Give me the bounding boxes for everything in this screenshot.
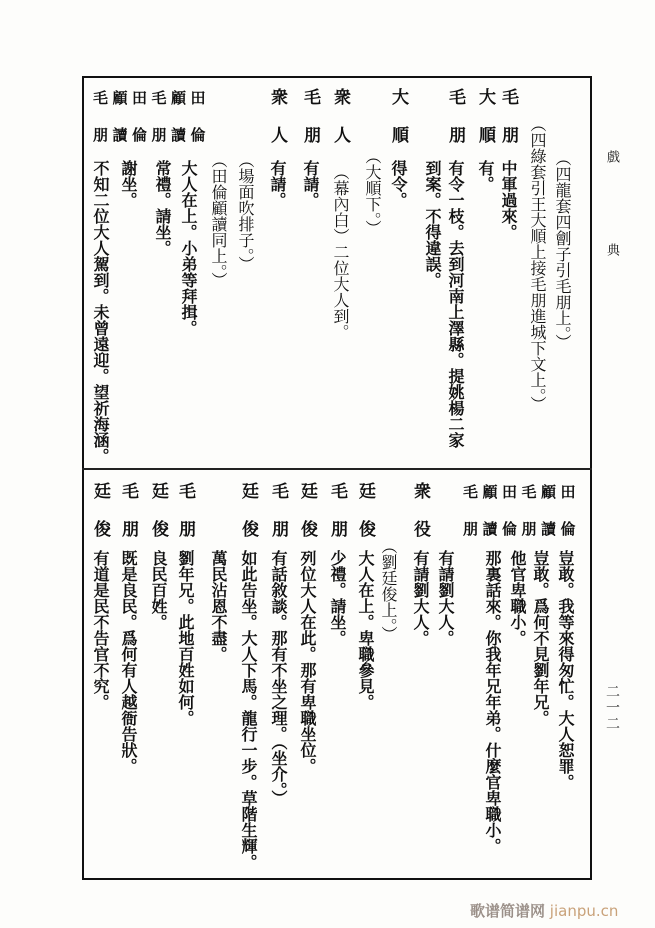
speaker-group-name: 顧讀 (169, 90, 187, 164)
running-header-book-title: 戲典 (604, 150, 619, 336)
speaker-group-name: 顧讀 (539, 484, 557, 558)
dialogue-line: 良民百姓。 (149, 550, 168, 630)
dialogue-line: 劉年兄。此地百姓如何。 (176, 550, 195, 726)
speaker-name: 大順 (388, 88, 408, 164)
speaker-name: 毛朋 (175, 482, 195, 558)
dialogue-line: 大人在上。卑職參見。 (356, 550, 375, 710)
dialogue-line: 有請。 (268, 160, 287, 208)
dialogue-line: 有道是民不告官不究。 (91, 550, 110, 710)
stage-direction: （田倫顧讀同上。） (209, 152, 228, 288)
dialogue-line: 既是良民。爲何有人越衙告狀。 (119, 550, 138, 774)
speaker-name: 廷俊 (90, 482, 110, 558)
speaker-group-name: 毛朋 (149, 90, 168, 164)
speaker-group-name: 顧讀 (110, 90, 129, 164)
dialogue-line: 中軍過來。 (499, 160, 518, 240)
speaker-name: 衆役 (410, 482, 430, 558)
dialogue-line: 有令一枝。去到河南上澤縣。提姚楊二家 (446, 160, 465, 448)
dialogue-line: 那裏話來。你我年兄年弟。什麼官卑職小。 (483, 550, 502, 854)
speaker-group-name: 田倫 (188, 90, 207, 164)
watermark-domain: jianpu.cn (549, 902, 619, 920)
dialogue-line: 有請劉大人。 (411, 550, 430, 646)
dialogue-line: 有請。 (301, 160, 320, 208)
speaker-group-name: 顧讀 (480, 484, 499, 558)
speaker-name: 大順 (475, 88, 495, 164)
speaker-name: 廷俊 (238, 482, 258, 558)
dialogue-line: 他官卑職小。 (508, 550, 527, 646)
page-number: 二一二 (604, 684, 620, 732)
speaker-name: 毛朋 (268, 482, 288, 558)
watermark-site-name: 歌谱简谱网 (470, 902, 546, 920)
section-divider (82, 468, 592, 470)
speaker-name: 毛朋 (445, 88, 465, 164)
dialogue-line: 常禮。請坐。 (153, 160, 172, 256)
speaker-name: 廷俊 (148, 482, 168, 558)
dialogue-line: 到案。不得違誤。 (423, 160, 442, 288)
dialogue-line: 如此告坐。大人下馬。龍行一步。草階生輝。 (239, 550, 258, 870)
dialogue-line: 不知二位大人駕到。未曾遠迎。望祈海涵。 (91, 160, 110, 464)
stage-direction: （場面吹排子。） (236, 152, 255, 272)
dialogue-line: 少禮。請坐。 (328, 550, 347, 646)
speaker-name: 廷俊 (297, 482, 317, 558)
speaker-name: 毛朋 (300, 88, 320, 164)
dialogue-line: 有話敘談。那有不坐之理。（坐介。） (269, 550, 288, 806)
stage-direction: （幕內白）二位大人到。 (331, 164, 350, 340)
speaker-name: 毛朋 (498, 88, 518, 164)
dialogue-line: 有請劉大人。 (436, 550, 455, 646)
dialogue-line: 豈敢。爲何不見劉年兄。 (531, 550, 550, 726)
stage-direction: （大順下。） (363, 148, 382, 236)
stage-direction: （四龍套四劊子引毛朋上。） (553, 150, 572, 350)
dialogue-line: 謝坐。 (119, 160, 138, 208)
watermark (470, 900, 618, 921)
dialogue-line: 大人在上。小弟等拜揖。 (179, 160, 198, 336)
speaker-group-name: 毛朋 (91, 90, 109, 164)
dialogue-line: 豈敢。我等來得匆忙。大人恕罪。 (556, 550, 575, 790)
stage-direction: （劉廷俊上。） (379, 538, 398, 642)
speaker-name: 廷俊 (355, 482, 375, 558)
speaker-group-name: 毛朋 (461, 484, 479, 558)
speaker-name: 毛朋 (118, 482, 138, 558)
stage-direction: （四綠套引王大順上接毛朋進城下文上。） (528, 116, 547, 412)
dialogue-line: 有。 (476, 160, 495, 192)
speaker-group-name: 毛朋 (519, 484, 538, 558)
speaker-group-name: 田倫 (500, 484, 518, 558)
speaker-name: 衆人 (267, 88, 287, 164)
speaker-group-name: 田倫 (558, 484, 577, 558)
dialogue-line: 得令。 (389, 160, 408, 208)
speaker-group-name: 田倫 (130, 90, 148, 164)
dialogue-line: 萬民沾恩不盡。 (209, 550, 228, 662)
speaker-name: 衆人 (330, 88, 350, 164)
dialogue-line: 列位大人在此。那有卑職坐位。 (298, 550, 317, 774)
speaker-name: 毛朋 (327, 482, 347, 558)
